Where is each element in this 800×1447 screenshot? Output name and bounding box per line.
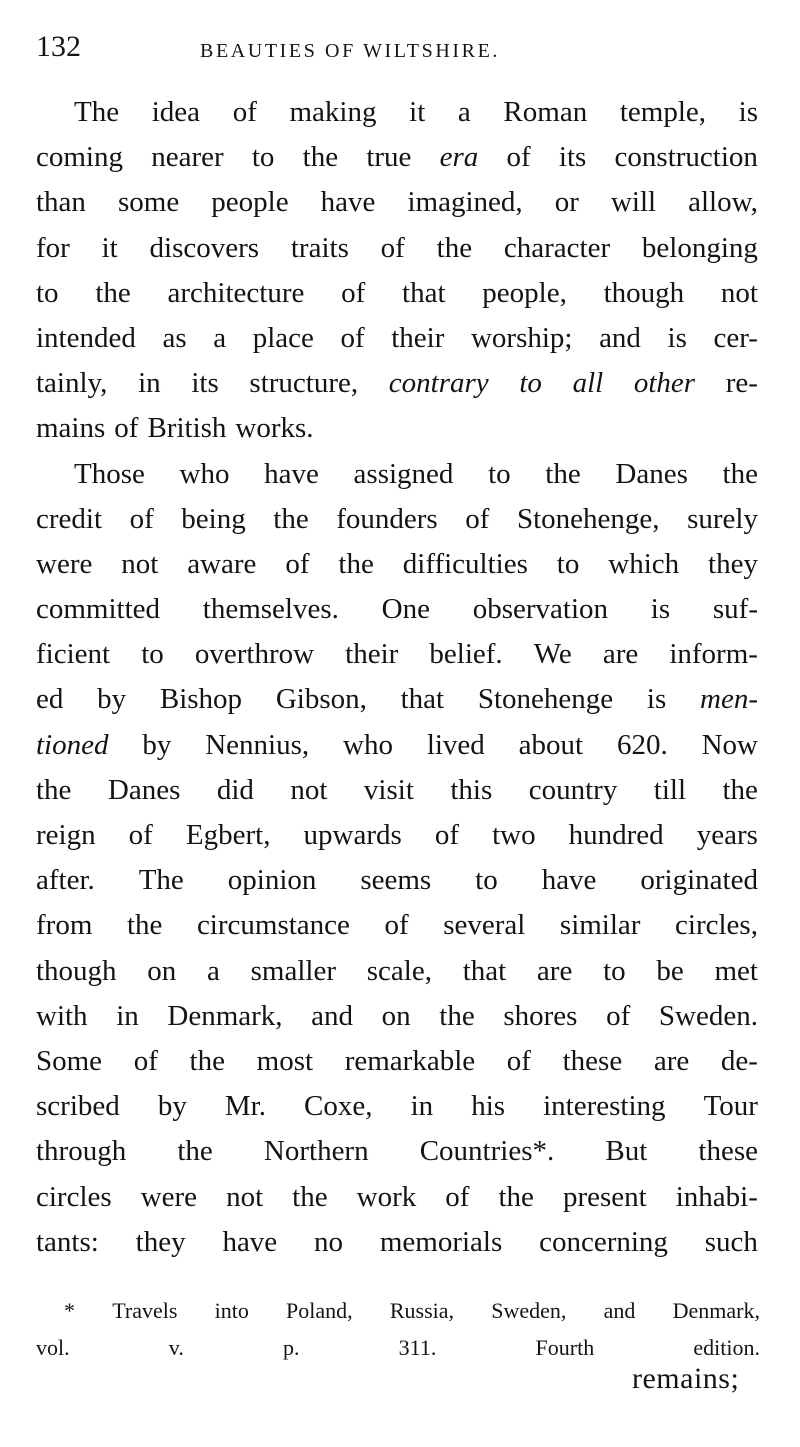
word: themselves. bbox=[202, 593, 339, 626]
word: till bbox=[653, 773, 687, 806]
text-line bbox=[36, 768, 758, 813]
word: though bbox=[36, 954, 117, 987]
word: vol. bbox=[36, 1335, 70, 1360]
word: this bbox=[450, 773, 493, 806]
word: inhabi- bbox=[675, 1180, 758, 1213]
word: The bbox=[74, 96, 120, 128]
word: 620. bbox=[616, 728, 668, 761]
text-line bbox=[36, 903, 758, 948]
word: are bbox=[653, 1044, 690, 1077]
word: Countries*. bbox=[419, 1135, 555, 1168]
word: met bbox=[714, 954, 758, 987]
word: structure, bbox=[249, 367, 359, 400]
word: of bbox=[340, 321, 365, 354]
word: by bbox=[97, 683, 127, 716]
word: who bbox=[179, 457, 230, 490]
word: Roman bbox=[503, 96, 588, 128]
word: imagined, bbox=[407, 186, 523, 219]
word: on bbox=[381, 999, 411, 1032]
word: that bbox=[400, 683, 445, 716]
word: de- bbox=[720, 1044, 758, 1077]
word: its bbox=[558, 141, 587, 174]
word: of bbox=[506, 141, 531, 174]
word: of bbox=[129, 502, 154, 535]
word: re- bbox=[725, 367, 758, 400]
text-line bbox=[36, 1084, 758, 1129]
word: the bbox=[189, 1044, 225, 1077]
word: shores bbox=[503, 999, 578, 1032]
word: have bbox=[222, 1225, 278, 1258]
word: country bbox=[528, 773, 618, 806]
word: suf- bbox=[712, 593, 758, 626]
word: scribed bbox=[36, 1090, 120, 1123]
word: circles bbox=[36, 1180, 112, 1213]
word: and bbox=[599, 321, 641, 354]
text-line bbox=[36, 994, 758, 1039]
word: people, bbox=[482, 276, 567, 309]
word: concerning bbox=[539, 1225, 668, 1258]
word: opinion bbox=[227, 864, 317, 897]
word: ficient bbox=[36, 638, 111, 671]
word: men- bbox=[700, 683, 758, 716]
word: temple, bbox=[619, 96, 707, 128]
word: the bbox=[95, 276, 131, 309]
word: One bbox=[381, 593, 430, 626]
text-line bbox=[36, 271, 758, 316]
word: of bbox=[384, 909, 409, 942]
word: mains bbox=[36, 412, 106, 445]
word: Denmark, bbox=[167, 999, 283, 1032]
word: the bbox=[338, 547, 374, 580]
word: tioned bbox=[36, 728, 109, 761]
word: upwards bbox=[303, 819, 402, 851]
word: ed bbox=[36, 683, 64, 716]
word: founders bbox=[336, 502, 438, 535]
word: to bbox=[141, 638, 164, 671]
word: of bbox=[434, 819, 460, 851]
word: of bbox=[133, 1044, 158, 1077]
word: lived bbox=[426, 728, 485, 761]
word: difficulties bbox=[402, 547, 528, 580]
word: the bbox=[177, 1135, 213, 1168]
word: circles, bbox=[675, 909, 758, 942]
word: Those bbox=[74, 457, 145, 490]
text-line bbox=[36, 1292, 760, 1329]
word: these bbox=[698, 1135, 758, 1168]
word: Tour bbox=[703, 1090, 758, 1123]
word: smaller bbox=[250, 954, 336, 987]
word: similar bbox=[559, 909, 641, 942]
text-line bbox=[36, 1039, 758, 1084]
word: its bbox=[191, 367, 219, 400]
word: it bbox=[101, 231, 118, 264]
running-head bbox=[0, 30, 800, 70]
word: Danes bbox=[107, 773, 181, 806]
word: the bbox=[36, 773, 72, 806]
word: will bbox=[610, 186, 657, 219]
word: British bbox=[147, 412, 227, 445]
word: circumstance bbox=[196, 909, 350, 942]
word: other bbox=[633, 367, 696, 400]
word: edition. bbox=[693, 1335, 760, 1360]
word: is bbox=[738, 96, 758, 128]
text-line bbox=[36, 1329, 760, 1366]
word: visit bbox=[363, 773, 414, 806]
word: than bbox=[36, 186, 86, 219]
text-line bbox=[36, 1175, 758, 1220]
word: of bbox=[445, 1180, 470, 1213]
text-line bbox=[36, 542, 758, 587]
word: inform- bbox=[669, 638, 758, 671]
text-line bbox=[36, 180, 758, 225]
word: seems bbox=[360, 864, 432, 897]
word: tants: bbox=[36, 1225, 99, 1258]
word: though bbox=[603, 276, 685, 309]
word: cer- bbox=[713, 321, 758, 354]
word: Mr. bbox=[224, 1090, 266, 1123]
word: belonging bbox=[641, 231, 758, 264]
word: scale, bbox=[366, 954, 432, 987]
word: coming bbox=[36, 141, 123, 174]
word: a bbox=[457, 96, 471, 128]
word: architecture bbox=[167, 276, 305, 309]
word: that bbox=[402, 276, 446, 309]
word: is bbox=[667, 321, 687, 354]
text-line bbox=[36, 632, 758, 677]
word: Stonehenge bbox=[477, 683, 614, 716]
word: era bbox=[439, 141, 479, 174]
word: into bbox=[214, 1298, 249, 1323]
word: or bbox=[554, 186, 579, 219]
word: most bbox=[256, 1044, 314, 1077]
word: belief. bbox=[429, 638, 503, 671]
word: being bbox=[181, 502, 246, 535]
word: of bbox=[380, 231, 405, 264]
word: of bbox=[606, 999, 631, 1032]
word: to bbox=[556, 547, 580, 580]
word: it bbox=[409, 96, 426, 128]
word: surely bbox=[687, 502, 758, 535]
word: the bbox=[126, 909, 163, 942]
word: worship; bbox=[470, 321, 573, 354]
word: Gibson, bbox=[275, 683, 367, 716]
word: Egbert, bbox=[185, 819, 271, 851]
word: of bbox=[114, 412, 139, 445]
word: the bbox=[722, 457, 758, 490]
word: by bbox=[142, 728, 172, 761]
word: have bbox=[320, 186, 376, 219]
word: in bbox=[116, 999, 139, 1032]
text-line bbox=[36, 135, 758, 180]
word: Denmark, bbox=[672, 1298, 760, 1323]
word: 311. bbox=[398, 1335, 437, 1360]
word: contrary bbox=[388, 367, 489, 400]
word: v. bbox=[168, 1335, 184, 1360]
word: of bbox=[285, 547, 310, 580]
word: Poland, bbox=[286, 1298, 353, 1323]
word: were bbox=[36, 547, 93, 580]
text-line bbox=[36, 1220, 758, 1265]
word: Now bbox=[701, 728, 758, 761]
word: have bbox=[541, 864, 597, 897]
word: traits bbox=[290, 231, 349, 264]
word: Coxe, bbox=[304, 1090, 373, 1123]
word: Some bbox=[36, 1044, 103, 1077]
word: a bbox=[213, 321, 227, 354]
word: Fourth bbox=[535, 1335, 595, 1360]
word: interesting bbox=[543, 1090, 666, 1123]
word: his bbox=[471, 1090, 506, 1123]
word: the bbox=[436, 231, 473, 264]
word: all bbox=[572, 367, 604, 400]
text-line bbox=[36, 406, 758, 451]
word: after. bbox=[36, 864, 95, 897]
word: these bbox=[562, 1044, 623, 1077]
word: by bbox=[157, 1090, 187, 1123]
word: the bbox=[722, 773, 758, 806]
word: to bbox=[36, 276, 59, 309]
word: are bbox=[602, 638, 639, 671]
word: making bbox=[289, 96, 377, 128]
word: that bbox=[462, 954, 507, 987]
word: Russia, bbox=[389, 1298, 455, 1323]
word: Bishop bbox=[159, 683, 243, 716]
word: is bbox=[646, 683, 667, 716]
word: Sweden. bbox=[658, 999, 758, 1032]
word: of bbox=[128, 819, 153, 851]
text-line bbox=[36, 1129, 758, 1174]
word: and bbox=[311, 999, 354, 1032]
word: not bbox=[121, 547, 159, 580]
word: aware bbox=[187, 547, 257, 580]
word: character bbox=[503, 231, 611, 264]
word: to bbox=[519, 367, 542, 400]
body-text bbox=[36, 90, 758, 1265]
word: the bbox=[302, 141, 339, 174]
word: as bbox=[162, 321, 187, 354]
word: are bbox=[536, 954, 573, 987]
word: their bbox=[345, 638, 399, 671]
paragraph-danes bbox=[36, 452, 758, 1265]
word: a bbox=[207, 954, 220, 987]
word: which bbox=[608, 547, 680, 580]
word: no bbox=[314, 1225, 344, 1258]
word: the bbox=[498, 1180, 534, 1213]
word: But bbox=[605, 1135, 648, 1168]
word: Travels bbox=[112, 1298, 178, 1323]
text-line bbox=[36, 587, 758, 632]
word: overthrow bbox=[194, 638, 315, 671]
word: and bbox=[603, 1298, 636, 1323]
word: p. bbox=[283, 1335, 300, 1360]
word: place bbox=[252, 321, 314, 354]
word: idea bbox=[151, 96, 201, 128]
word: Stonehenge, bbox=[517, 502, 660, 535]
word: Northern bbox=[263, 1135, 369, 1168]
word: hundred bbox=[568, 819, 664, 851]
word: to bbox=[488, 457, 511, 490]
word: We bbox=[533, 638, 572, 671]
footnote bbox=[36, 1292, 760, 1366]
word: the bbox=[292, 1180, 328, 1213]
word: on bbox=[147, 954, 177, 987]
word: present bbox=[562, 1180, 647, 1213]
word: did bbox=[216, 773, 254, 806]
word: observation bbox=[472, 593, 609, 626]
word: two bbox=[492, 819, 536, 851]
word: intended bbox=[36, 321, 136, 354]
word: work bbox=[356, 1180, 417, 1213]
word: of bbox=[232, 96, 257, 128]
text-line bbox=[36, 858, 758, 903]
word: from bbox=[36, 909, 93, 942]
word: works. bbox=[235, 412, 314, 445]
running-title: BEAUTIES OF WILTSHIRE. bbox=[200, 40, 500, 62]
text-line bbox=[36, 677, 758, 722]
paragraph-roman-temple bbox=[36, 90, 758, 452]
word: * bbox=[64, 1298, 75, 1323]
word: is bbox=[650, 593, 671, 626]
word: assigned bbox=[353, 457, 454, 490]
word: reign bbox=[36, 819, 96, 851]
word: discovers bbox=[149, 231, 260, 264]
word: through bbox=[36, 1135, 127, 1168]
word: to bbox=[475, 864, 498, 897]
word: the bbox=[545, 457, 581, 490]
word: some bbox=[118, 186, 180, 219]
word: who bbox=[343, 728, 393, 761]
word: of bbox=[341, 276, 366, 309]
word: not bbox=[290, 773, 328, 806]
word: credit bbox=[36, 502, 103, 535]
word: of bbox=[465, 502, 490, 535]
word: to bbox=[603, 954, 626, 987]
word: remarkable bbox=[344, 1044, 476, 1077]
word: not bbox=[226, 1180, 264, 1213]
word: their bbox=[391, 321, 445, 354]
word: originated bbox=[640, 864, 758, 897]
word: Danes bbox=[615, 457, 688, 490]
word: such bbox=[704, 1225, 758, 1258]
word: about bbox=[518, 728, 584, 761]
text-line bbox=[36, 90, 758, 135]
text-line bbox=[36, 813, 758, 858]
word: The bbox=[138, 864, 184, 897]
word: be bbox=[656, 954, 684, 987]
word: construction bbox=[614, 141, 758, 174]
text-line bbox=[36, 316, 758, 361]
word: Sweden, bbox=[491, 1298, 567, 1323]
word: not bbox=[720, 276, 758, 309]
word: the bbox=[273, 502, 309, 535]
text-line bbox=[36, 226, 758, 271]
page-number: 132 bbox=[36, 30, 81, 63]
word: nearer bbox=[151, 141, 224, 174]
word: have bbox=[264, 457, 319, 490]
text-line bbox=[36, 949, 758, 994]
text-line bbox=[36, 497, 758, 542]
word: in bbox=[138, 367, 161, 400]
word: tainly, bbox=[36, 367, 108, 400]
word: were bbox=[140, 1180, 198, 1213]
word: to bbox=[251, 141, 275, 174]
word: true bbox=[366, 141, 412, 174]
word: of bbox=[506, 1044, 531, 1077]
catchword: remains; bbox=[632, 1362, 740, 1395]
word: allow, bbox=[688, 186, 758, 219]
word: several bbox=[443, 909, 526, 942]
word: they bbox=[708, 547, 758, 580]
word: with bbox=[36, 999, 88, 1032]
word: years bbox=[696, 819, 758, 851]
word: Nennius, bbox=[205, 728, 310, 761]
text-line bbox=[36, 361, 758, 406]
word: they bbox=[135, 1225, 186, 1258]
word: in bbox=[410, 1090, 434, 1123]
word: memorials bbox=[379, 1225, 503, 1258]
text-line bbox=[36, 723, 758, 768]
word: committed bbox=[36, 593, 161, 626]
word: people bbox=[211, 186, 289, 219]
word: the bbox=[439, 999, 475, 1032]
word: for bbox=[36, 231, 70, 264]
text-line bbox=[36, 452, 758, 497]
